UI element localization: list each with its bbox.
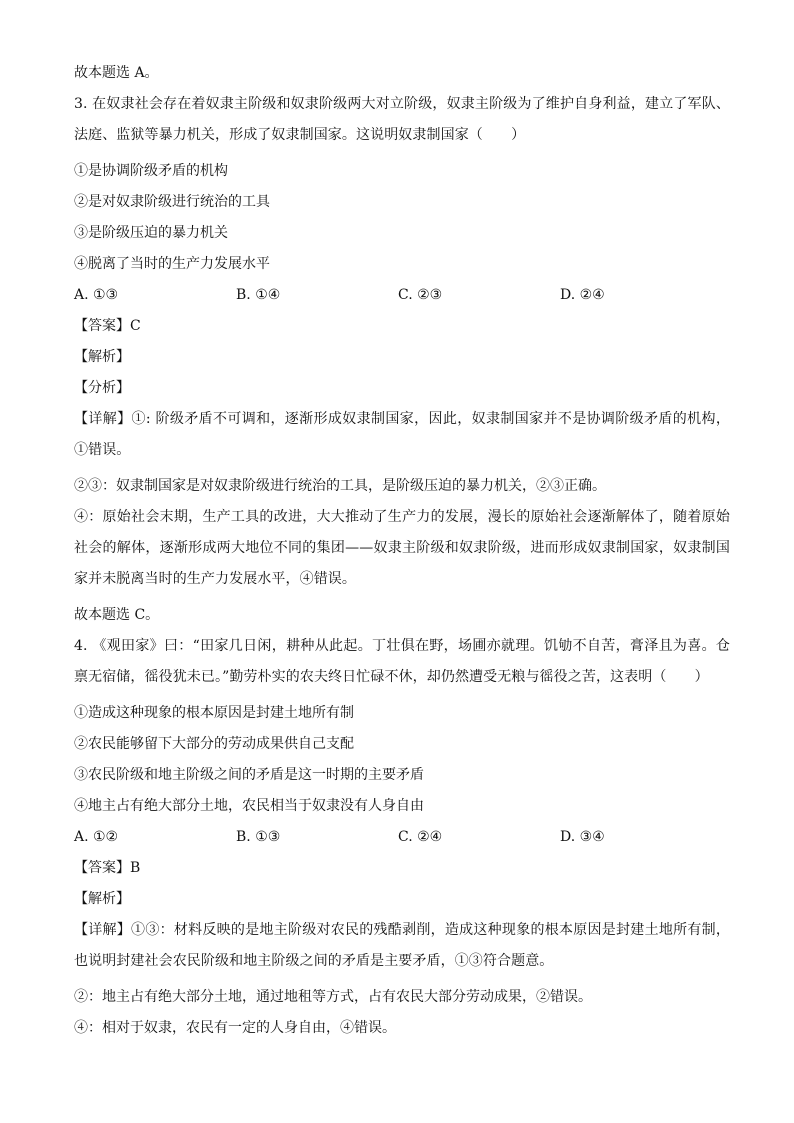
q3-item-1: ①是协调阶级矛盾的机构 — [74, 163, 228, 179]
q4-answer: 【答案】B — [74, 860, 141, 876]
q3-item-3: ③是阶级压迫的暴力机关 — [74, 225, 228, 241]
q3-option-d: D. ②④ — [560, 287, 605, 303]
q3-option-b: B. ①④ — [236, 287, 281, 303]
q4-detail-2: ②：地主占有绝大部分土地，通过地租等方式，占有农民大部分劳动成果，②错误。 — [74, 989, 592, 1005]
q3-detail-3: ④：原始社会末期，生产工具的改进，大大推动了生产力的发展，漫长的原始社会逐渐解体了，随着原始社会的解体，逐渐形成两大地位不同的集团——奴隶主阶级和奴隶阶级，进而形成奴隶制国家，奴隶制国家并未脱离当时的生产力发展水平，④错误。 — [74, 509, 730, 587]
q3-conclusion: 故本题选 C。 — [74, 607, 160, 623]
q3-option-c: C. ②③ — [398, 287, 443, 303]
q3-stem: 3. 在奴隶社会存在着奴隶主阶级和奴隶阶级两大对立阶级，奴隶主阶级为了维护自身利益，建立了军队、法庭、监狱等暴力机关，形成了奴隶制国家。这说明奴隶制国家（ ） — [74, 96, 730, 143]
q3-item-2: ②是对奴隶阶级进行统治的工具 — [74, 194, 270, 210]
q4-item-4: ④地主占有绝大部分土地，农民相当于奴隶没有人身自由 — [74, 798, 424, 814]
q3-options — [74, 284, 730, 306]
document-content — [74, 62, 730, 1048]
q4-item-3: ③农民阶级和地主阶级之间的矛盾是这一时期的主要矛盾 — [74, 767, 424, 783]
prev-conclusion: 故本题选 A。 — [74, 65, 159, 81]
q3-item-4: ④脱离了当时的生产力发展水平 — [74, 256, 270, 272]
q3-option-a: A. ①③ — [74, 287, 119, 303]
q4-item-1: ①造成这种现象的根本原因是封建土地所有制 — [74, 705, 354, 721]
q3-analysis-label: 【解析】 — [74, 349, 130, 365]
q4-item-2: ②农民能够留下大部分的劳动成果供自己支配 — [74, 736, 354, 752]
q4-option-d: D. ③④ — [560, 829, 605, 845]
q4-option-a: A. ①② — [74, 829, 119, 845]
q4-options — [74, 826, 730, 848]
q3-detail-2: ②③：奴隶制国家是对奴隶阶级进行统治的工具，是阶级压迫的暴力机关，②③正确。 — [74, 478, 606, 494]
q4-analysis-label: 【解析】 — [74, 891, 130, 907]
q4-detail-3: ④：相对于奴隶，农民有一定的人身自由，④错误。 — [74, 1020, 396, 1036]
q4-option-b: B. ①③ — [236, 829, 281, 845]
q4-stem: 4. 《观田家》曰：“田家几日闲，耕种从此起。丁壮俱在野，场圃亦就理。饥劬不自苦，膏泽且为喜。仓禀无宿储，徭役犹未已。”勤劳朴实的农夫终日忙碌不休，却仍然遭受无粮与徭役之苦，这表明（ ） — [74, 638, 730, 685]
q4-option-c: C. ②④ — [398, 829, 443, 845]
q3-answer: 【答案】C — [74, 318, 141, 334]
q3-fenxi-label: 【分析】 — [74, 380, 130, 396]
q4-detail-1: 【详解】①③：材料反映的是地主阶级对农民的残酷剥削，造成这种现象的根本原因是封建土地所有制，也说明封建社会农民阶级和地主阶级之间的矛盾是主要矛盾，①③符合题意。 — [74, 922, 730, 969]
q3-detail-1: 【详解】①: 阶级矛盾不可调和，逐渐形成奴隶制国家，因此，奴隶制国家并不是协调阶级矛盾的机构，①错误。 — [74, 411, 730, 458]
